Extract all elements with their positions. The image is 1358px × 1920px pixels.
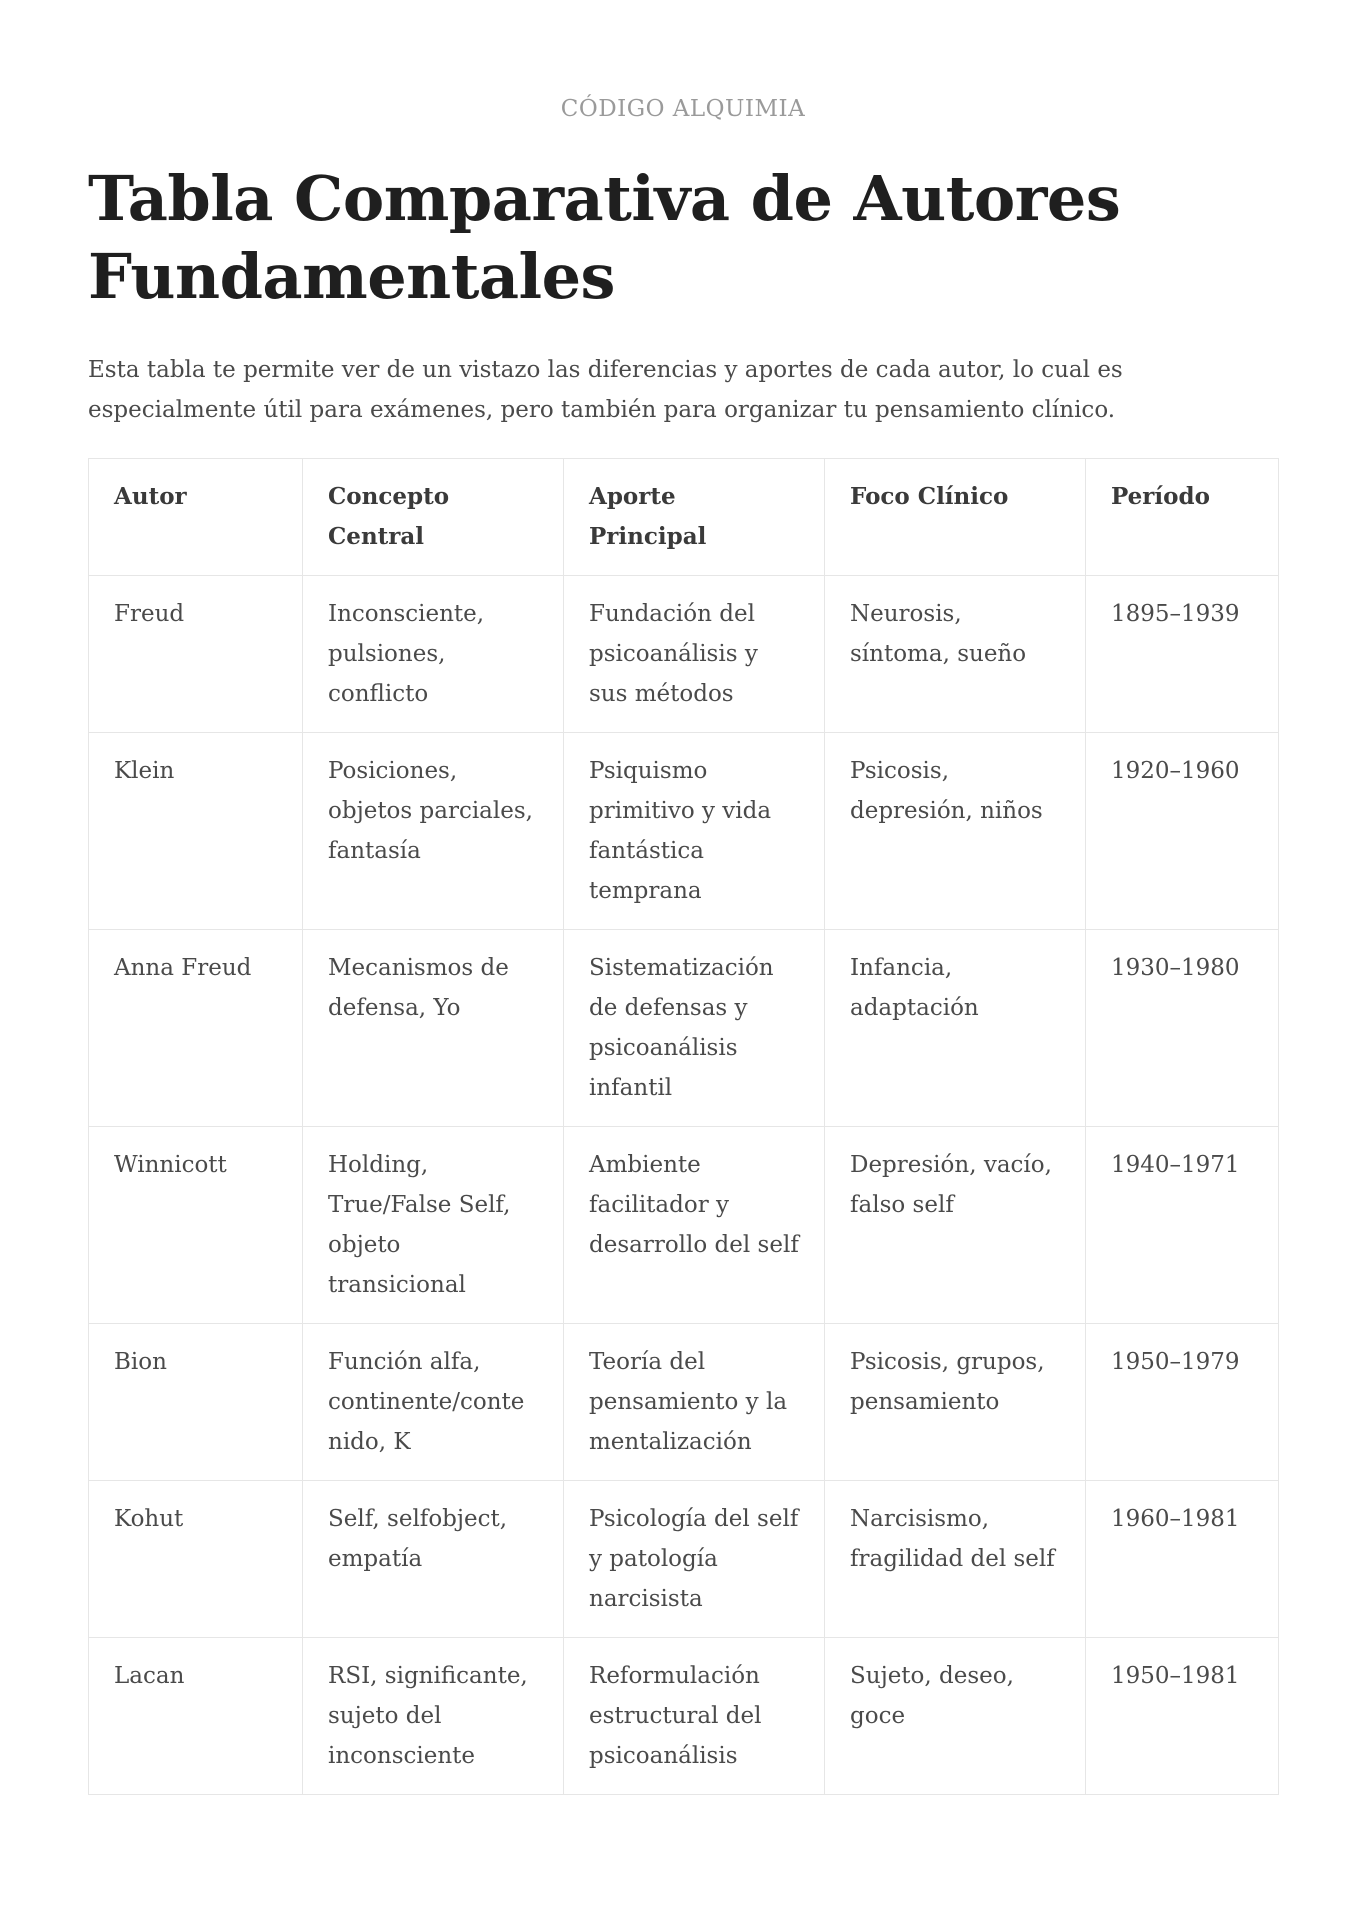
table-row (89, 930, 1279, 1127)
intro-paragraph: Esta tabla te permite ver de un vistazo las diferencias y aportes de cada autor, lo cual es especialmente útil para exámenes, pero también para organizar tu pensamiento clínico. (88, 357, 1123, 423)
table-row (89, 1481, 1279, 1638)
cell-aporte-principal: Fundación del psicoanálisis y sus métodos (564, 576, 825, 733)
table-row (89, 1324, 1279, 1481)
cell-concepto-central: Mecanismos de defensa, Yo (303, 930, 564, 1127)
table-header-row (89, 459, 1279, 576)
column-header-autor: Autor (89, 459, 303, 576)
cell-aporte-principal: Psiquismo primitivo y vida fantástica temprana (564, 733, 825, 930)
cell-concepto-central: Función alfa, continente/contenido, K (303, 1324, 564, 1481)
cell-foco-clinico: Psicosis, grupos, pensamiento (825, 1324, 1086, 1481)
cell-autor: Kohut (89, 1481, 303, 1638)
table-row (89, 1638, 1279, 1795)
brand-header: CÓDIGO ALQUIMIA (560, 96, 806, 122)
cell-concepto-central: Self, selfobject, empatía (303, 1481, 564, 1638)
cell-periodo: 1960–1981 (1086, 1481, 1279, 1638)
column-header-foco-clinico: Foco Clínico (825, 459, 1086, 576)
table-row (89, 733, 1279, 930)
cell-aporte-principal: Teoría del pensamiento y la mentalización (564, 1324, 825, 1481)
cell-foco-clinico: Sujeto, deseo, goce (825, 1638, 1086, 1795)
cell-aporte-principal: Sistematización de defensas y psicoanálisis infantil (564, 930, 825, 1127)
column-header-aporte-principal: Aporte Principal (564, 459, 825, 576)
page-title: Tabla Comparativa de Autores Fundamentales (88, 162, 1121, 313)
cell-concepto-central: Holding, True/False Self, objeto transicional (303, 1127, 564, 1324)
comparison-table-container (88, 458, 1278, 1795)
cell-autor: Winnicott (89, 1127, 303, 1324)
cell-concepto-central: Posiciones, objetos parciales, fantasía (303, 733, 564, 930)
cell-autor: Bion (89, 1324, 303, 1481)
cell-aporte-principal: Psicología del self y patología narcisista (564, 1481, 825, 1638)
cell-autor: Anna Freud (89, 930, 303, 1127)
cell-periodo: 1920–1960 (1086, 733, 1279, 930)
cell-aporte-principal: Reformulación estructural del psicoanálisis (564, 1638, 825, 1795)
comparison-table (88, 458, 1279, 1795)
cell-foco-clinico: Neurosis, síntoma, sueño (825, 576, 1086, 733)
table-row (89, 1127, 1279, 1324)
cell-periodo: 1930–1980 (1086, 930, 1279, 1127)
cell-foco-clinico: Infancia, adaptación (825, 930, 1086, 1127)
table-row (89, 576, 1279, 733)
cell-periodo: 1895–1939 (1086, 576, 1279, 733)
cell-autor: Freud (89, 576, 303, 733)
column-header-periodo: Período (1086, 459, 1279, 576)
cell-autor: Klein (89, 733, 303, 930)
cell-foco-clinico: Depresión, vacío, falso self (825, 1127, 1086, 1324)
column-header-concepto-central: Concepto Central (303, 459, 564, 576)
cell-foco-clinico: Psicosis, depresión, niños (825, 733, 1086, 930)
cell-periodo: 1950–1981 (1086, 1638, 1279, 1795)
cell-periodo: 1940–1971 (1086, 1127, 1279, 1324)
cell-concepto-central: RSI, significante, sujeto del inconsciente (303, 1638, 564, 1795)
cell-foco-clinico: Narcisismo, fragilidad del self (825, 1481, 1086, 1638)
cell-concepto-central: Inconsciente, pulsiones, conflicto (303, 576, 564, 733)
cell-aporte-principal: Ambiente facilitador y desarrollo del self (564, 1127, 825, 1324)
cell-periodo: 1950–1979 (1086, 1324, 1279, 1481)
cell-autor: Lacan (89, 1638, 303, 1795)
